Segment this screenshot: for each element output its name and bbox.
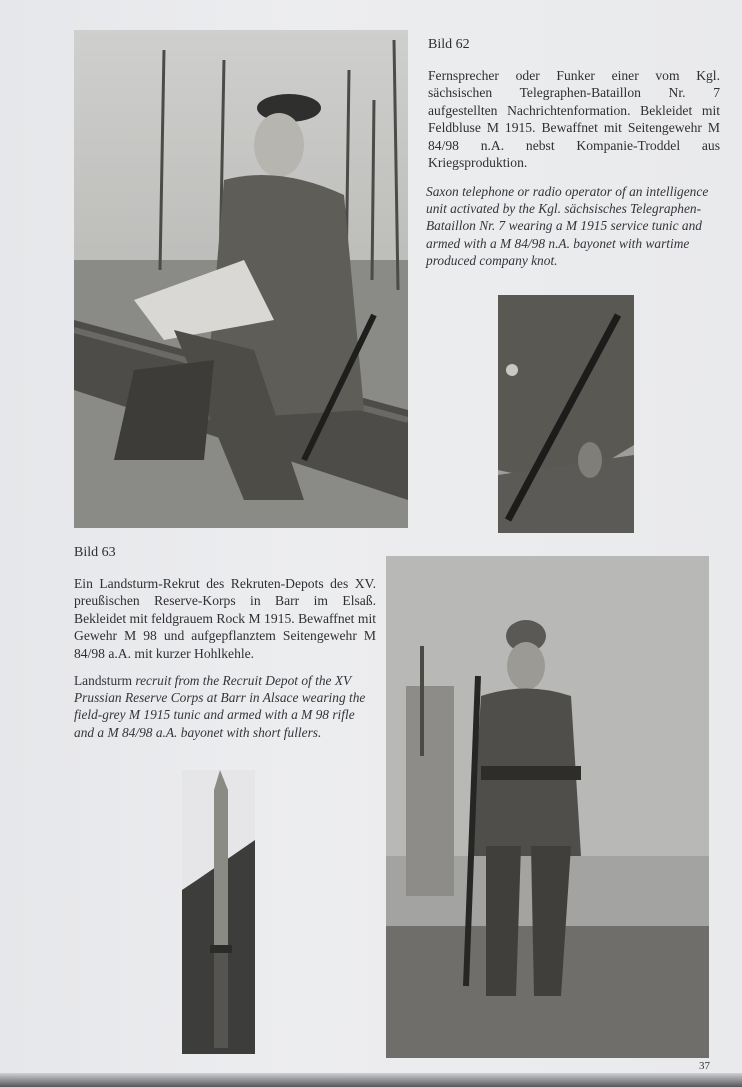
photo-telephone-operator (74, 30, 408, 528)
photo-bayonet-knot-detail (498, 295, 634, 533)
photo-landsturm-recruit (386, 556, 709, 1058)
figure-63-english-caption (74, 672, 376, 741)
figure-63-english-upright: Landsturm (74, 673, 133, 688)
figure-63-german-caption: Ein Landsturm-Rekrut des Rekruten-Depots des XV. preußischen Reserve-Korps in Barr im Elsaß. Bekleidet mit feldgrauem Rock M 1915. Bewaffnet mit Gewehr M 98 und aufgepflanztem Seitengewehr M 84/98 a.A. mit kurzer Hohlkehle. (74, 576, 376, 661)
figure-62-english-caption: Saxon telephone or radio operator of an intelligence unit activated by the Kgl. sächsisches Telegraphen-Bataillon Nr. 7 wearing a M 1915 service tunic and armed with a M 84/98 n.A. bayonet with wartime produced company knot. (426, 184, 709, 268)
figure-63-label: Bild 63 (74, 545, 116, 560)
figure-63-english-italic: recruit from the Recruit Depot of the XV Prussian Reserve Corps at Barr in Alsace wearing the field-grey M 1915 tunic and armed with a M 98 rifle and a M 84/98 a.A. bayonet with short fullers. (74, 673, 366, 740)
page-number: 37 (699, 1060, 710, 1072)
figure-62-german-caption: Fernsprecher oder Funker einer vom Kgl. sächsischen Telegraphen-Bataillon Nr. 7 aufgestellten Nachrichtenformation. Bekleidet mit Feldbluse M 1915. Bewaffnet mit Seitengewehr M 84/98 n.A. nebst Kompanie-Troddel aus Kriegsproduktion. (428, 68, 720, 171)
photo-bayonet-blade-detail (182, 770, 255, 1054)
figure-62-label: Bild 62 (428, 37, 470, 52)
page-bottom-edge (0, 1073, 742, 1087)
